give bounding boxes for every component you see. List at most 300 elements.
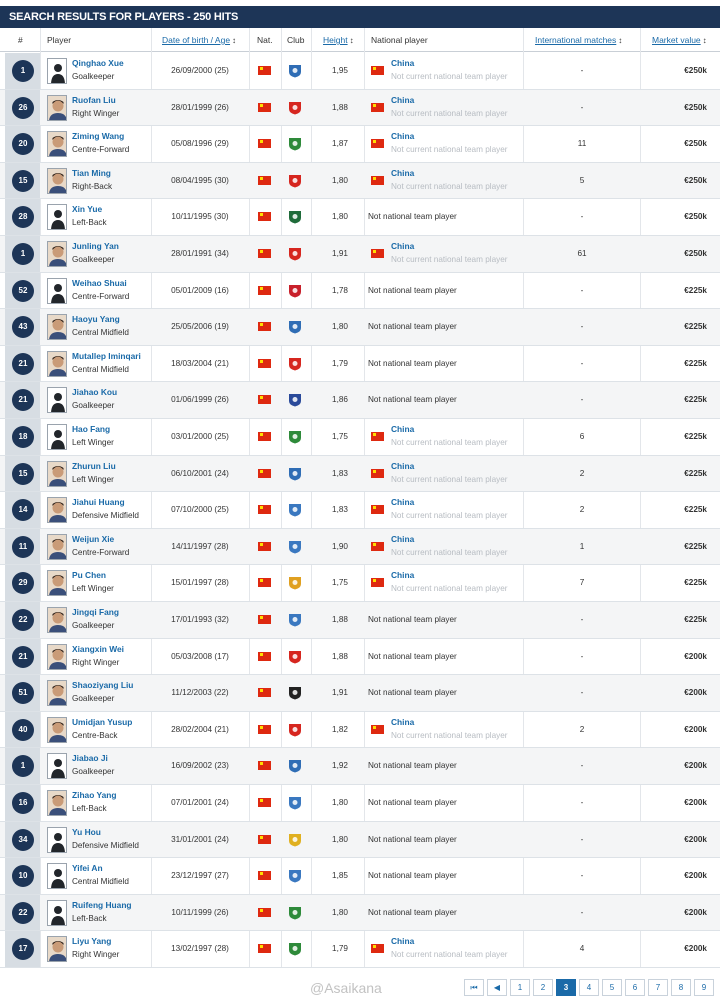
col-height-label[interactable]: Height (323, 35, 348, 45)
player-photo[interactable] (47, 790, 67, 816)
national-team-link[interactable]: China (391, 497, 415, 508)
market-value[interactable]: €200k (684, 798, 707, 807)
player-height: 1,95 (332, 66, 348, 75)
club-crest-icon[interactable] (288, 503, 302, 517)
club-crest-icon[interactable] (288, 64, 302, 78)
date-of-birth: 10/11/1995 (30) (171, 212, 229, 222)
international-matches: 11 (577, 139, 587, 149)
club-crest-icon[interactable] (288, 430, 302, 444)
national-team-status: Not current national team player (391, 145, 508, 155)
player-placeholder-icon[interactable] (47, 753, 67, 779)
player-name-link[interactable]: Qinghao Xue (72, 58, 124, 68)
player-height: 1,75 (332, 578, 348, 588)
club-crest-icon[interactable] (288, 723, 302, 737)
page-1-button[interactable]: 1 (510, 979, 530, 996)
player-height: 1,80 (332, 175, 348, 185)
player-photo[interactable] (47, 534, 67, 560)
china-flag-icon (258, 359, 271, 368)
page-4-button[interactable]: 4 (579, 979, 599, 996)
date-of-birth: 01/06/1999 (26) (171, 395, 229, 405)
date-of-birth: 25/05/2006 (19) (171, 322, 229, 332)
player-name-link[interactable]: Mutallep Iminqari (72, 350, 141, 361)
player-height: 1,80 (332, 322, 348, 332)
player-photo[interactable] (47, 131, 67, 157)
china-flag-icon (258, 139, 271, 148)
player-height: 1,80 (332, 834, 348, 844)
date-of-birth: 13/02/1997 (28) (171, 944, 229, 954)
club-crest-icon[interactable] (288, 869, 302, 883)
player-position: Goalkeeper (72, 72, 115, 81)
club-crest-icon[interactable] (288, 137, 302, 151)
shirt-number-badge: 20 (12, 133, 34, 155)
china-flag-icon (258, 66, 271, 75)
market-value[interactable]: €250k (684, 175, 707, 185)
market-value[interactable]: €250k (684, 66, 707, 75)
table-row (0, 675, 720, 712)
player-position: Centre-Back (72, 730, 118, 740)
club-crest-icon[interactable] (288, 467, 302, 481)
col-market-value[interactable] (652, 28, 707, 52)
player-position: Goalkeeper (72, 255, 115, 264)
international-matches: - (580, 285, 584, 295)
player-name-link[interactable]: Jingqi Fang (72, 607, 119, 617)
national-team-status: Not current national team player (391, 547, 508, 557)
player-position: Centre-Forward (72, 547, 130, 557)
player-name-link[interactable]: Ruofan Liu (72, 94, 116, 105)
player-name-link[interactable]: Jiahui Huang (72, 497, 125, 508)
market-value[interactable]: €225k (684, 395, 707, 405)
club-crest-icon[interactable] (288, 210, 302, 224)
market-value[interactable]: €225k (684, 322, 707, 332)
player-height: 1,80 (332, 907, 348, 917)
club-crest-icon[interactable] (288, 101, 302, 115)
market-value[interactable]: €250k (684, 212, 707, 222)
page-5-button[interactable]: 5 (602, 979, 622, 996)
market-value[interactable]: €200k (684, 944, 707, 954)
table-row (0, 712, 720, 749)
shirt-number-cell (5, 712, 40, 748)
player-height: 1,88 (332, 615, 348, 624)
shirt-number-badge: 29 (12, 572, 34, 594)
player-photo[interactable] (47, 936, 67, 962)
table-row (0, 456, 720, 493)
player-position: Centre-Forward (72, 145, 130, 155)
player-photo[interactable] (47, 95, 67, 121)
sort-icon[interactable]: ↕ (702, 36, 707, 45)
table-row (0, 565, 720, 602)
player-photo[interactable] (47, 241, 67, 267)
player-position: Central Midfield (72, 364, 129, 374)
market-value[interactable]: €200k (684, 761, 707, 771)
china-flag-icon (258, 652, 271, 661)
not-national-team-player: Not national team player (368, 651, 457, 661)
not-national-team-player: Not national team player (368, 615, 457, 624)
date-of-birth: 15/01/1997 (28) (171, 578, 229, 588)
national-team-link[interactable]: China (391, 570, 415, 581)
shirt-number-badge: 28 (12, 206, 34, 228)
club-crest-icon[interactable] (288, 540, 302, 554)
player-height: 1,92 (332, 761, 348, 771)
international-matches: 5 (579, 175, 585, 185)
market-value[interactable]: €225k (684, 358, 707, 368)
page-7-button[interactable]: 7 (648, 979, 668, 996)
china-flag-icon (371, 505, 384, 514)
player-placeholder-icon[interactable] (47, 863, 67, 889)
date-of-birth: 18/03/2004 (21) (171, 358, 229, 368)
international-matches: 7 (579, 578, 585, 588)
table-row (0, 492, 720, 529)
player-height: 1,78 (332, 285, 348, 295)
china-flag-icon (371, 725, 384, 734)
china-flag-icon (371, 176, 384, 185)
china-flag-icon (258, 542, 271, 551)
club-crest-icon[interactable] (288, 393, 302, 407)
national-team-status: Not current national team player (391, 474, 508, 484)
international-matches: - (580, 651, 584, 661)
player-position: Central Midfield (72, 877, 129, 887)
national-team-link[interactable]: China (391, 716, 415, 727)
shirt-number-badge: 21 (12, 389, 34, 411)
market-value[interactable]: €250k (684, 102, 707, 112)
shirt-number-badge: 34 (12, 829, 34, 851)
watermark: @Asaikana (310, 980, 382, 996)
player-placeholder-icon[interactable] (47, 387, 67, 413)
col-club: Club (287, 35, 305, 45)
date-of-birth: 26/09/2000 (25) (171, 66, 229, 75)
international-matches: - (580, 871, 584, 881)
player-name-link[interactable]: Shaoziyang Liu (72, 680, 134, 691)
player-photo[interactable] (47, 168, 67, 194)
club-crest-icon[interactable] (288, 576, 302, 590)
market-value[interactable]: €250k (684, 249, 707, 258)
date-of-birth: 16/09/2002 (23) (171, 761, 229, 771)
club-crest-icon[interactable] (288, 906, 302, 920)
shirt-number-badge: 15 (12, 170, 34, 192)
date-of-birth: 10/11/1999 (26) (171, 907, 229, 917)
player-photo[interactable] (47, 717, 67, 743)
club-crest-icon[interactable] (288, 796, 302, 810)
not-national-team-player: Not national team player (368, 212, 457, 222)
china-flag-icon (371, 103, 384, 112)
player-photo[interactable] (47, 607, 67, 633)
player-position: Goalkeeper (72, 621, 115, 630)
shirt-number-cell (5, 236, 40, 272)
club-crest-icon[interactable] (288, 357, 302, 371)
national-team-link[interactable]: China (391, 424, 415, 434)
club-crest-icon[interactable] (288, 833, 302, 847)
date-of-birth: 28/02/2004 (21) (171, 724, 229, 734)
market-value[interactable]: €225k (684, 468, 707, 478)
national-team-link[interactable]: China (391, 241, 415, 251)
international-matches: 61 (577, 249, 587, 258)
market-value[interactable]: €200k (684, 907, 707, 917)
not-national-team-player: Not national team player (368, 834, 457, 844)
market-value[interactable]: €225k (684, 615, 707, 624)
shirt-number-cell (5, 895, 40, 931)
not-national-team-player: Not national team player (368, 871, 457, 881)
market-value[interactable]: €225k (684, 578, 707, 588)
player-name-link[interactable]: Umidjan Yusup (72, 716, 133, 727)
not-national-team-player: Not national team player (368, 761, 457, 771)
international-matches: - (580, 761, 584, 771)
col-international-matches[interactable] (535, 28, 622, 52)
sort-icon[interactable]: ↕ (349, 36, 354, 45)
china-flag-icon (371, 944, 384, 953)
shirt-number-badge: 18 (12, 426, 34, 448)
player-position: Right Winger (72, 657, 120, 667)
previous-page-icon[interactable]: ◀ (487, 979, 507, 996)
national-team-status: Not current national team player (391, 108, 508, 118)
date-of-birth: 08/04/1995 (30) (171, 175, 229, 185)
market-value[interactable]: €225k (684, 432, 707, 441)
player-name-link[interactable]: Yifei An (72, 863, 103, 874)
national-team-link[interactable]: China (391, 936, 415, 947)
page-9-button[interactable]: 9 (694, 979, 714, 996)
table-row (0, 748, 720, 785)
china-flag-icon (371, 139, 384, 148)
china-flag-icon (258, 578, 271, 587)
club-crest-icon[interactable] (288, 650, 302, 664)
shirt-number-badge: 51 (12, 682, 34, 704)
china-flag-icon (258, 761, 271, 770)
china-flag-icon (258, 176, 271, 185)
col-dob-label[interactable]: Date of birth / Age (162, 35, 231, 45)
sort-icon[interactable]: ↕ (618, 36, 623, 45)
market-value[interactable]: €225k (684, 541, 707, 551)
shirt-number-badge: 40 (12, 719, 34, 741)
player-photo[interactable] (47, 680, 67, 706)
national-team-status: Not current national team player (391, 950, 508, 960)
player-height: 1,88 (332, 651, 348, 661)
china-flag-icon (258, 395, 271, 404)
player-placeholder-icon[interactable] (47, 424, 67, 450)
shirt-number-badge: 26 (12, 97, 34, 119)
player-name-link[interactable]: Xin Yue (72, 204, 103, 215)
table-row (0, 346, 720, 383)
china-flag-icon (258, 249, 271, 258)
international-matches: - (580, 798, 584, 807)
player-placeholder-icon[interactable] (47, 58, 67, 84)
player-name-link[interactable]: Ruifeng Huang (72, 899, 132, 910)
col-dob[interactable] (162, 28, 236, 52)
player-placeholder-icon[interactable] (47, 278, 67, 304)
player-name-link[interactable]: Junling Yan (72, 241, 119, 251)
col-intl-label[interactable]: International matches (535, 35, 617, 45)
first-page-icon[interactable]: ⏮ (464, 979, 484, 996)
market-value[interactable]: €225k (684, 285, 707, 295)
international-matches: 2 (579, 505, 585, 515)
club-crest-icon[interactable] (288, 759, 302, 773)
table-row (0, 126, 720, 163)
player-photo[interactable] (47, 351, 67, 377)
shirt-number-badge: 52 (12, 280, 34, 302)
shirt-number-cell (5, 675, 40, 711)
page-3-button[interactable]: 3 (556, 979, 576, 996)
player-height: 1,80 (332, 798, 348, 807)
col-mv-label[interactable]: Market value (652, 35, 701, 45)
date-of-birth: 23/12/1997 (27) (171, 871, 229, 881)
china-flag-icon (258, 286, 271, 295)
shirt-number-badge: 22 (12, 609, 34, 631)
international-matches: - (580, 615, 584, 624)
international-matches: 2 (579, 468, 585, 478)
china-flag-icon (371, 432, 384, 441)
player-name-link[interactable]: Zihao Yang (72, 790, 117, 800)
international-matches: 1 (579, 541, 585, 551)
sort-icon[interactable]: ↕ (232, 36, 237, 45)
shirt-number-badge: 14 (12, 499, 34, 521)
club-crest-icon[interactable] (288, 686, 302, 700)
table-row (0, 639, 720, 676)
china-flag-icon (371, 542, 384, 551)
player-photo[interactable] (47, 644, 67, 670)
shirt-number-cell (5, 858, 40, 894)
player-height: 1,82 (332, 724, 348, 734)
china-flag-icon (258, 944, 271, 953)
market-value[interactable]: €250k (684, 139, 707, 149)
shirt-number-cell (5, 529, 40, 565)
player-position: Left-Back (72, 804, 107, 813)
col-national-player: National player (371, 35, 428, 45)
player-position: Left Winger (72, 438, 114, 447)
club-crest-icon[interactable] (288, 174, 302, 188)
date-of-birth: 14/11/1997 (28) (171, 541, 229, 551)
market-value[interactable]: €200k (684, 871, 707, 881)
shirt-number-cell (5, 163, 40, 199)
player-name-link[interactable]: Jiahao Kou (72, 387, 118, 398)
player-photo[interactable] (47, 461, 67, 487)
international-matches: - (580, 66, 584, 75)
china-flag-icon (371, 249, 384, 258)
player-name-link[interactable]: Weijun Xie (72, 533, 115, 544)
player-height: 1,85 (332, 871, 348, 881)
international-matches: - (580, 688, 584, 698)
table-row (0, 858, 720, 895)
player-height: 1,91 (332, 249, 348, 258)
china-flag-icon (371, 66, 384, 75)
market-value[interactable]: €200k (684, 724, 707, 734)
player-position: Left-Back (72, 218, 107, 228)
international-matches: 2 (579, 724, 585, 734)
not-national-team-player: Not national team player (368, 358, 457, 368)
market-value[interactable]: €200k (684, 651, 707, 661)
club-crest-icon[interactable] (288, 284, 302, 298)
player-height: 1,88 (332, 102, 348, 112)
player-height: 1,87 (332, 139, 348, 149)
shirt-number-cell (5, 90, 40, 126)
player-name-link[interactable]: Tian Ming (72, 167, 111, 178)
col-player: Player (47, 35, 72, 45)
club-crest-icon[interactable] (288, 247, 302, 261)
player-placeholder-icon[interactable] (47, 900, 67, 926)
player-height: 1,80 (332, 212, 348, 222)
page-6-button[interactable]: 6 (625, 979, 645, 996)
page-8-button[interactable]: 8 (671, 979, 691, 996)
shirt-number-badge: 16 (12, 792, 34, 814)
china-flag-icon (258, 505, 271, 514)
market-value[interactable]: €200k (684, 834, 707, 844)
market-value[interactable]: €200k (684, 688, 707, 698)
results-title: SEARCH RESULTS FOR PLAYERS - 250 HITS (0, 6, 720, 28)
national-team-status: Not current national team player (391, 584, 508, 594)
not-national-team-player: Not national team player (368, 285, 457, 295)
national-team-link[interactable]: China (391, 533, 415, 544)
china-flag-icon (258, 432, 271, 441)
date-of-birth: 06/10/2001 (24) (171, 468, 229, 478)
table-row (0, 822, 720, 859)
player-position: Right-Back (72, 181, 113, 191)
col-height[interactable] (323, 28, 354, 52)
player-name-link[interactable]: Ziming Wang (72, 131, 125, 142)
player-name-link[interactable]: Liyu Yang (72, 936, 112, 947)
not-national-team-player: Not national team player (368, 688, 457, 698)
shirt-number-cell (5, 748, 40, 784)
national-team-status: Not current national team player (391, 181, 508, 191)
market-value[interactable]: €225k (684, 505, 707, 515)
player-placeholder-icon[interactable] (47, 204, 67, 230)
player-name-link[interactable]: Weihao Shuai (72, 277, 127, 288)
not-national-team-player: Not national team player (368, 322, 457, 332)
player-name-link[interactable]: Hao Fang (72, 424, 111, 434)
player-position: Left-Back (72, 913, 107, 923)
player-photo[interactable] (47, 497, 67, 523)
date-of-birth: 17/01/1993 (32) (171, 615, 229, 624)
club-crest-icon[interactable] (288, 613, 302, 627)
national-team-link[interactable]: China (391, 58, 415, 68)
player-height: 1,83 (332, 505, 348, 515)
player-name-link[interactable]: Xiangxin Wei (72, 643, 124, 654)
china-flag-icon (258, 688, 271, 697)
shirt-number-cell (5, 53, 40, 89)
china-flag-icon (258, 798, 271, 807)
player-photo[interactable] (47, 570, 67, 596)
shirt-number-cell (5, 382, 40, 418)
player-placeholder-icon[interactable] (47, 827, 67, 853)
shirt-number-cell (5, 565, 40, 601)
player-height: 1,90 (332, 541, 348, 551)
player-name-link[interactable]: Haoyu Yang (72, 314, 120, 325)
player-name-link[interactable]: Zhurun Liu (72, 460, 116, 471)
national-team-link[interactable]: China (391, 460, 415, 471)
player-position: Goalkeeper (72, 694, 115, 704)
player-name-link[interactable]: Jiabao Ji (72, 753, 108, 764)
club-crest-icon[interactable] (288, 942, 302, 956)
date-of-birth: 28/01/1991 (34) (171, 249, 229, 258)
national-team-link[interactable]: China (391, 131, 415, 142)
table-row (0, 90, 720, 127)
shirt-number-cell (5, 273, 40, 309)
national-team-link[interactable]: China (391, 167, 415, 178)
not-national-team-player: Not national team player (368, 907, 457, 917)
player-name-link[interactable]: Yu Hou (72, 826, 101, 837)
table-row (0, 602, 720, 639)
national-team-link[interactable]: China (391, 94, 415, 105)
china-flag-icon (258, 908, 271, 917)
page-2-button[interactable]: 2 (533, 979, 553, 996)
player-photo[interactable] (47, 314, 67, 340)
player-position: Defensive Midfield (72, 840, 139, 850)
shirt-number-badge: 1 (12, 60, 34, 82)
table-row (0, 309, 720, 346)
shirt-number-badge: 11 (12, 536, 34, 558)
player-name-link[interactable]: Pu Chen (72, 570, 106, 581)
shirt-number-badge: 22 (12, 902, 34, 924)
table-row (0, 236, 720, 273)
international-matches: - (580, 907, 584, 917)
club-crest-icon[interactable] (288, 320, 302, 334)
shirt-number-badge: 17 (12, 938, 34, 960)
china-flag-icon (258, 871, 271, 880)
